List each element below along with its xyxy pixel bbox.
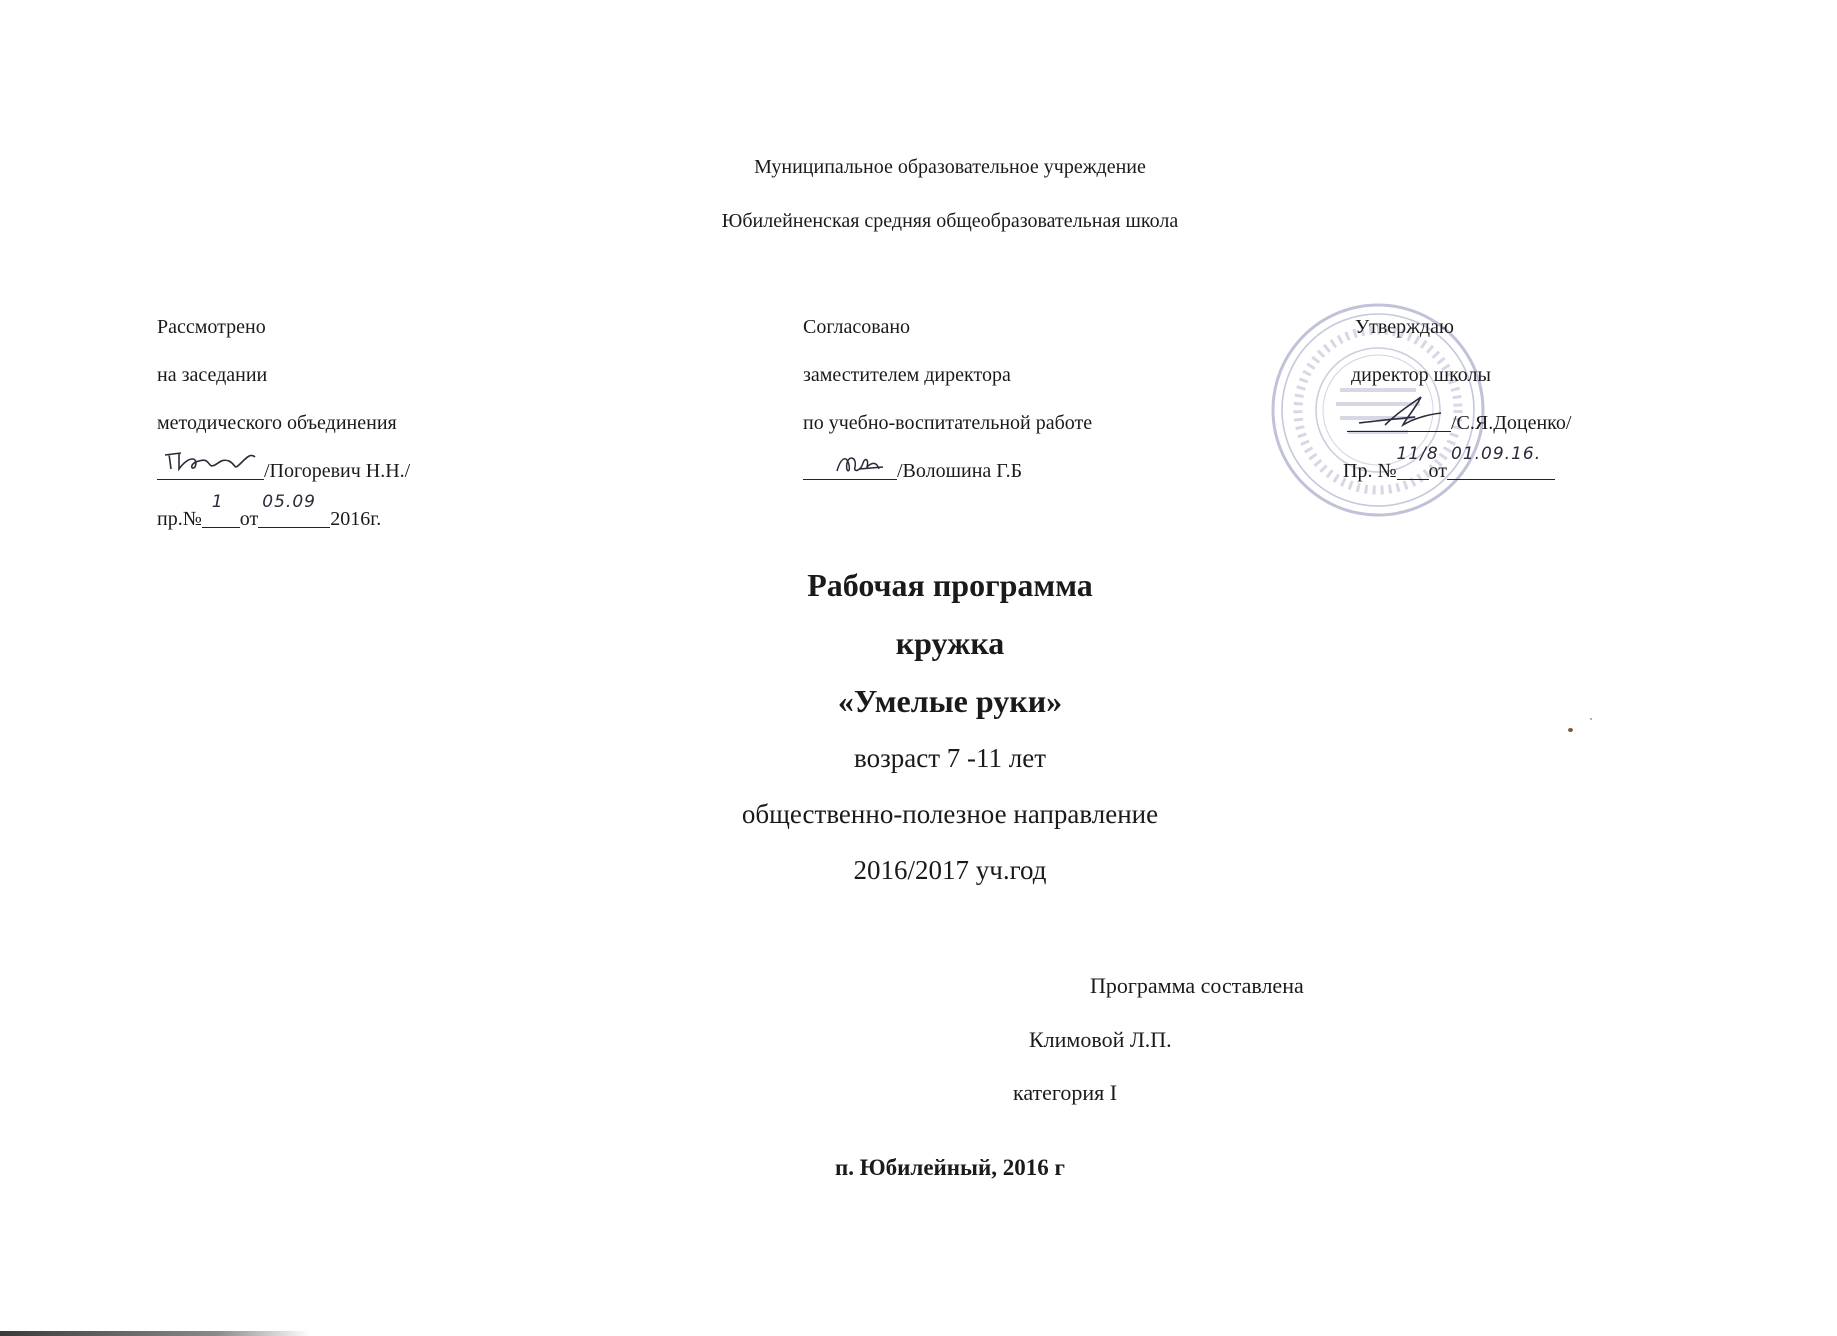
scan-edge-shadow bbox=[0, 1331, 310, 1336]
year-suffix-left: 2016г. bbox=[330, 508, 382, 530]
approval-left-protocol-row bbox=[157, 492, 410, 543]
approval-middle-line3: по учебно-воспитательной работе bbox=[803, 412, 1093, 434]
protocol-number-handwritten: 1 bbox=[211, 492, 224, 512]
date-prefix-left: от bbox=[239, 508, 259, 530]
approval-middle-signature-row bbox=[803, 447, 1092, 495]
protocol-number-field bbox=[202, 492, 240, 528]
approval-left-line2: на заседании bbox=[157, 364, 268, 386]
approval-left-signature-name: /Погоревич Н.Н./ bbox=[264, 460, 411, 482]
approval-right-signature-name: /С.Я.Доценко/ bbox=[1451, 412, 1572, 434]
signature-field-left bbox=[157, 457, 264, 480]
approval-middle-line1: Согласовано bbox=[803, 316, 911, 338]
program-name: «Умелые руки» bbox=[837, 683, 1063, 719]
approval-right-line1: Утверждаю bbox=[1355, 316, 1454, 338]
approval-right-order-row bbox=[1343, 444, 1571, 495]
approval-middle-signature-name: /Волошина Г.Б bbox=[897, 460, 1023, 482]
approval-left-line3: методического объединения bbox=[157, 412, 397, 434]
signature-field-middle bbox=[803, 457, 897, 480]
program-year: 2016/2017 уч.год bbox=[853, 855, 1047, 885]
approval-block-considered bbox=[157, 303, 410, 543]
scan-speck bbox=[1568, 728, 1573, 732]
date-field-left bbox=[258, 492, 330, 528]
approval-left-line1: Рассмотрено bbox=[157, 316, 266, 338]
program-title: Рабочая программа bbox=[807, 567, 1093, 603]
date-handwritten-left: 05.09 bbox=[262, 492, 316, 512]
handwritten-signature-middle bbox=[833, 451, 903, 477]
date-handwritten-right: 01.09.16. bbox=[1451, 444, 1542, 464]
program-title-block bbox=[0, 556, 1837, 898]
approval-block-agreed bbox=[803, 303, 1092, 495]
author-composed-by: Программа составлена bbox=[1090, 973, 1304, 998]
institution-line: Муниципальное образовательное учреждение bbox=[754, 156, 1146, 178]
handwritten-signature-left bbox=[159, 445, 259, 475]
date-prefix-right: от bbox=[1428, 460, 1448, 482]
protocol-prefix-left: пр.№ bbox=[157, 508, 202, 530]
scan-speck bbox=[1590, 718, 1592, 720]
program-subtitle: кружка bbox=[895, 625, 1005, 661]
author-name: Климовой Л.П. bbox=[1029, 1027, 1172, 1052]
handwritten-signature-right bbox=[1355, 395, 1445, 429]
program-age: возраст 7 -11 лет bbox=[854, 743, 1046, 773]
signature-field-right bbox=[1347, 409, 1451, 432]
approval-right-line2: директор школы bbox=[1351, 364, 1491, 386]
order-prefix-right: Пр. № bbox=[1343, 460, 1397, 482]
approval-block-approve bbox=[1343, 303, 1571, 495]
program-direction: общественно-полезное направление bbox=[741, 799, 1159, 829]
date-field-right bbox=[1447, 444, 1555, 480]
school-name-line: Юбилейненская средняя общеобразовательная школа bbox=[721, 210, 1179, 232]
place-and-year: п. Юбилейный, 2016 г bbox=[835, 1155, 1065, 1180]
order-number-handwritten: 11/8 bbox=[1396, 444, 1439, 464]
author-category: категория I bbox=[1013, 1080, 1118, 1105]
approval-middle-line2: заместителем директора bbox=[803, 364, 1011, 386]
